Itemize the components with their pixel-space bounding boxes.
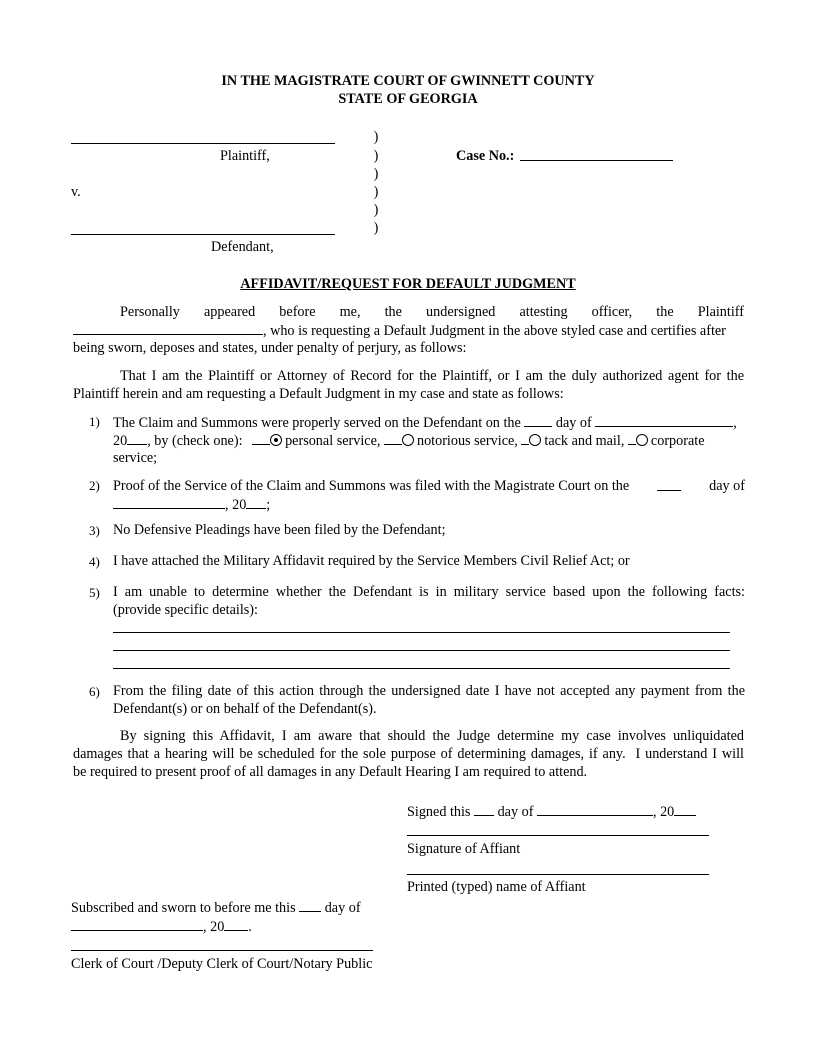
item-number: 6) — [89, 684, 100, 699]
item-5-line-1: I am unable to determine whether the Defendant is in military service based upon the following facts: — [113, 584, 745, 600]
notary-line-1 — [71, 898, 361, 917]
case-no-label: Case No.: — [456, 148, 515, 164]
service-year-field[interactable] — [127, 431, 147, 445]
caption-paren: ) — [373, 202, 379, 218]
item-1-line-1 — [113, 413, 737, 432]
case-no-field[interactable] — [520, 160, 673, 161]
item-1-text-b: day of — [555, 415, 592, 431]
plaintiff-name-line[interactable] — [71, 143, 335, 144]
option-blank — [252, 431, 270, 445]
intro-word: the — [656, 304, 674, 320]
service-day-field[interactable] — [524, 413, 552, 427]
option-blank — [384, 431, 402, 445]
intro-line-2-text: , who is requesting a Default Judgment in the above styled case and certifies after — [263, 323, 726, 339]
notorious-service-label: notorious service, — [416, 433, 518, 449]
caption-paren: ) — [373, 129, 379, 145]
intro-word: before — [279, 304, 316, 320]
printed-name-label: Printed (typed) name of Affiant — [407, 879, 586, 895]
state-name: STATE OF GEORGIA — [338, 91, 478, 107]
item-1-line-3: service; — [113, 450, 158, 466]
signed-month-field[interactable] — [537, 802, 653, 816]
notary-line-2 — [71, 917, 252, 936]
corporate-service-label: corporate — [650, 433, 705, 449]
defendant-name-line[interactable] — [71, 234, 335, 235]
notary-period: . — [248, 919, 252, 935]
notary-signature-line[interactable] — [71, 950, 373, 951]
proof-year-field[interactable] — [246, 495, 266, 509]
signature-of-affiant-label: Signature of Affiant — [407, 841, 521, 857]
notary-day-field[interactable] — [299, 898, 321, 912]
item-2-semicolon: ; — [266, 497, 271, 513]
affiant-signature-line[interactable] — [407, 835, 709, 836]
details-line-1[interactable] — [113, 632, 730, 633]
intro-word: Personally — [120, 304, 180, 320]
intro-line-1 — [120, 303, 744, 321]
item-2-line-2 — [113, 495, 270, 514]
item-number: 2) — [89, 478, 100, 493]
intro-word: attesting — [519, 304, 568, 320]
item-number: 4) — [89, 554, 100, 569]
signed-this-label: Signed this — [407, 804, 471, 820]
item-1-text-a: The Claim and Summons were properly served on the Defendant on the — [113, 415, 521, 431]
item-5-line-2: (provide specific details): — [113, 602, 258, 618]
item-number: 3) — [89, 523, 100, 538]
item-6-line-1: From the filing date of this action through the undersigned date I have not accepted any payment from the — [113, 683, 745, 699]
plaintiff-label: Plaintiff, — [220, 148, 270, 164]
defendant-label: Defendant, — [211, 239, 274, 255]
versus-label: v. — [71, 184, 81, 200]
para2-line-2: Plaintiff herein and am requesting a Default Judgment in my case and state as follows: — [73, 386, 564, 402]
signed-year-field[interactable] — [674, 802, 696, 816]
notary-label: Clerk of Court /Deputy Clerk of Court/Notary Public — [71, 956, 373, 972]
proof-month-field[interactable] — [113, 495, 225, 509]
item-1-comma: , — [733, 415, 737, 431]
plaintiff-blank[interactable] — [73, 321, 263, 335]
personal-service-label: personal service, — [285, 433, 381, 449]
notary-dayof-label: day of — [324, 900, 361, 916]
option-blank — [521, 431, 529, 445]
item-2-year-prefix: , 20 — [225, 497, 247, 513]
closing-line-1: By signing this Affidavit, I am aware that should the Judge determine my case involves unliquidated — [120, 728, 744, 744]
intro-word: the — [384, 304, 402, 320]
item-2-dayof: day of — [709, 478, 745, 494]
notary-month-field[interactable] — [71, 917, 203, 931]
intro-line-2 — [73, 321, 745, 340]
option-blank — [628, 431, 636, 445]
caption-paren: ) — [373, 220, 379, 236]
personal-service-radio[interactable] — [270, 434, 282, 446]
closing-line-2: damages that a hearing will be scheduled for the sole purpose of determining damages, if any. I understand I will — [73, 746, 744, 762]
closing-line-3: be required to present proof of all damages in any Default Hearing I am required to attend. — [73, 764, 588, 780]
notary-year-prefix: , 20 — [203, 919, 225, 935]
notary-year-field[interactable] — [224, 917, 248, 931]
caption-paren: ) — [373, 166, 379, 182]
item-2-text: Proof of the Service of the Claim and Summons was filed with the Magistrate Court on the — [113, 478, 630, 494]
item-6-line-2: Defendant(s) or on behalf of the Defendant(s). — [113, 701, 377, 717]
tack-and-mail-label: tack and mail, — [544, 433, 625, 449]
item-4-text: I have attached the Military Affidavit required by the Service Members Civil Relief Act; or — [113, 553, 630, 569]
details-line-3[interactable] — [113, 668, 730, 669]
service-month-field[interactable] — [595, 413, 733, 427]
item-1-check-one: , by (check one): — [147, 433, 243, 449]
item-2-line-1 — [113, 477, 745, 495]
item-3-text: No Defensive Pleadings have been filed by the Defendant; — [113, 522, 446, 538]
affiant-printed-name-line[interactable] — [407, 874, 709, 875]
para2-line-1: That I am the Plaintiff or Attorney of Record for the Plaintiff, or I am the duly authorized agent for the — [120, 368, 744, 384]
tack-and-mail-radio[interactable] — [529, 434, 541, 446]
intro-word: undersigned — [426, 304, 496, 320]
proof-day-field[interactable] — [657, 477, 681, 491]
court-name: IN THE MAGISTRATE COURT OF GWINNETT COUNTY — [221, 73, 595, 89]
signed-dayof-label: day of — [497, 804, 534, 820]
signed-this-line — [407, 802, 696, 821]
intro-word: Plaintiff — [697, 304, 744, 320]
intro-word: officer, — [591, 304, 633, 320]
intro-word: appeared — [204, 304, 256, 320]
details-line-2[interactable] — [113, 650, 730, 651]
item-1-century: 20 — [113, 433, 128, 449]
corporate-service-radio[interactable] — [636, 434, 648, 446]
intro-word: me, — [339, 304, 361, 320]
intro-line-3: being sworn, deposes and states, under penalty of perjury, as follows: — [73, 340, 467, 356]
item-number: 5) — [89, 585, 100, 600]
notorious-service-radio[interactable] — [402, 434, 414, 446]
signed-year-prefix: , 20 — [652, 804, 675, 820]
caption-paren: ) — [373, 148, 379, 164]
document-title: AFFIDAVIT/REQUEST FOR DEFAULT JUDGMENT — [240, 276, 576, 292]
item-1-line-2 — [113, 431, 705, 450]
notary-sworn-label: Subscribed and sworn to before me this — [71, 900, 296, 916]
caption-paren: ) — [373, 184, 379, 200]
signed-day-field[interactable] — [474, 802, 494, 816]
item-number: 1) — [89, 414, 100, 429]
